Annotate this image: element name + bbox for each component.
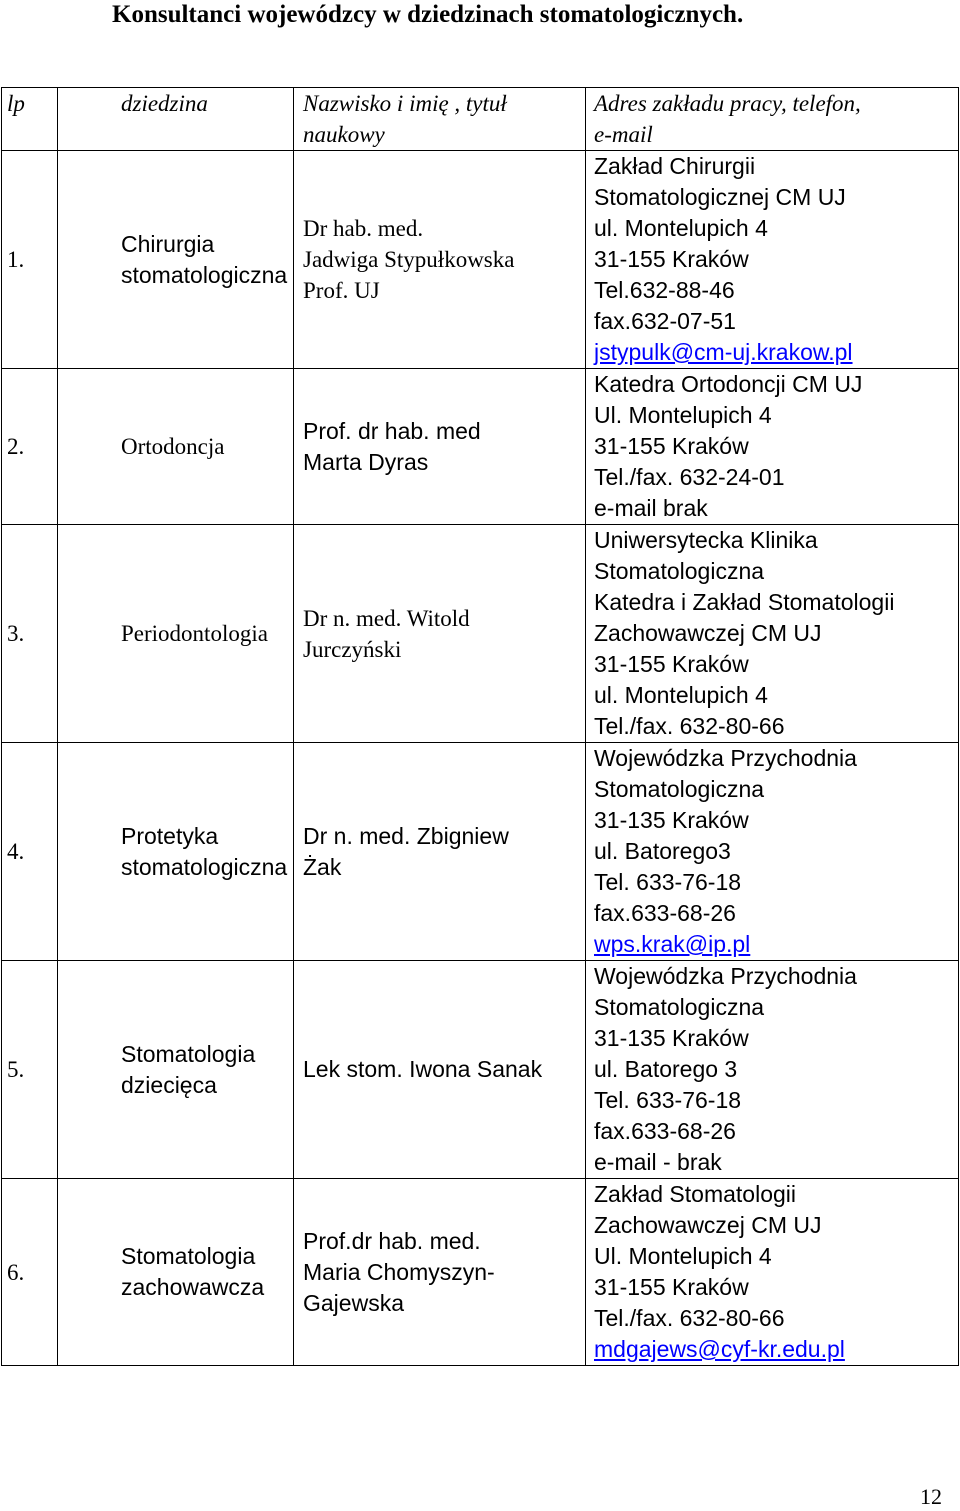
address-line: Tel./fax. 632-80-66	[594, 1305, 785, 1331]
address-line: e-mail brak	[594, 495, 708, 521]
domain-line: Chirurgia	[121, 230, 215, 257]
domain-cell	[58, 151, 294, 369]
table-row	[2, 151, 959, 369]
address-line: 31-155 Kraków	[594, 433, 749, 459]
address-line: Stomatologiczna	[594, 558, 765, 584]
name-line: Dr n. med. Witold	[303, 605, 470, 631]
row-number: 5.	[2, 961, 58, 1179]
address-line: ul. Montelupich 4	[594, 215, 768, 241]
header-address-line2: e-mail	[594, 122, 653, 147]
header-address-line1: Adres zakładu pracy, telefon,	[594, 91, 861, 116]
domain-line: Protetyka	[121, 822, 219, 849]
header-address	[586, 88, 959, 151]
address-line: fax.633-68-26	[594, 900, 736, 926]
address-line: Zachowawczej CM UJ	[594, 620, 822, 646]
name-line: Jurczyński	[303, 636, 402, 662]
name-cell	[294, 369, 586, 525]
address-line: fax.632-07-51	[594, 308, 736, 334]
address-cell	[586, 961, 959, 1179]
name-cell	[294, 961, 586, 1179]
address-line: ul. Batorego 3	[594, 1056, 738, 1082]
domain-line: Stomatologia	[121, 1243, 256, 1269]
address-cell	[586, 743, 959, 961]
address-line: Stomatologiczna	[594, 776, 765, 802]
address-line: Tel./fax. 632-80-66	[594, 713, 785, 739]
address-line: Zakład Chirurgii	[594, 153, 756, 179]
domain-line: dziecięca	[121, 1071, 217, 1098]
domain-line: zachowawcza	[121, 1274, 265, 1300]
address-line: Ul. Montelupich 4	[594, 402, 772, 428]
email-link[interactable]: mdgajews@cyf-kr.edu.pl	[594, 1336, 845, 1362]
domain-line: stomatologiczna	[121, 853, 288, 880]
domain-cell	[58, 525, 294, 743]
address-line: 31-155 Kraków	[594, 246, 749, 272]
page-title: Konsultanci wojewódzcy w dziedzinach stomatologicznych.	[112, 1, 744, 28]
email-link[interactable]: wps.krak@ip.pl	[594, 931, 751, 957]
address-cell	[586, 1179, 959, 1366]
address-line: e-mail - brak	[594, 1149, 722, 1175]
address-line: Zakład Stomatologii	[594, 1181, 796, 1207]
name-line: Prof. UJ	[303, 278, 380, 303]
name-line: Prof. dr hab. med	[303, 417, 481, 444]
domain-line: Periodontologia	[121, 621, 268, 646]
domain-line: Ortodoncja	[121, 434, 225, 459]
name-line: Gajewska	[303, 1289, 404, 1316]
table-row	[2, 961, 959, 1179]
row-number: 3.	[2, 525, 58, 743]
address-line: Zachowawczej CM UJ	[594, 1212, 822, 1238]
domain-cell	[58, 961, 294, 1179]
address-line: ul. Montelupich 4	[594, 682, 768, 708]
name-cell	[294, 151, 586, 369]
domain-cell	[58, 743, 294, 961]
name-cell	[294, 525, 586, 743]
address-line: Tel./fax. 632-24-01	[594, 464, 785, 490]
header-name-line1: Nazwisko i imię , tytuł	[303, 91, 507, 116]
domain-cell	[58, 1179, 294, 1366]
header-name-line2: naukowy	[303, 122, 385, 147]
name-line: Jadwiga Stypułkowska	[303, 247, 515, 272]
header-name	[294, 88, 586, 151]
name-line: Marta Dyras	[303, 448, 429, 475]
table-row	[2, 369, 959, 525]
address-cell	[586, 369, 959, 525]
row-number: 6.	[2, 1179, 58, 1366]
name-line: Żak	[303, 853, 342, 880]
name-line: Lek stom. Iwona Sanak	[303, 1056, 543, 1082]
name-line: Maria Chomyszyn-	[303, 1258, 495, 1285]
name-line: Dr n. med. Zbigniew	[303, 822, 509, 849]
table-row	[2, 743, 959, 961]
address-line: Wojewódzka Przychodnia	[594, 963, 857, 989]
name-cell	[294, 1179, 586, 1366]
address-line: Tel. 633-76-18	[594, 1087, 742, 1113]
address-line: Wojewódzka Przychodnia	[594, 745, 857, 771]
domain-line: stomatologiczna	[121, 261, 288, 288]
address-line: Ul. Montelupich 4	[594, 1243, 772, 1269]
table-row	[2, 525, 959, 743]
row-number: 2.	[2, 369, 58, 525]
row-number: 4.	[2, 743, 58, 961]
table-body	[2, 151, 959, 1366]
email-link[interactable]: jstypulk@cm-uj.krakow.pl	[594, 339, 853, 365]
consultants-table	[1, 87, 959, 1366]
address-line: 31-135 Kraków	[594, 807, 749, 833]
header-lp: lp	[2, 88, 58, 151]
address-line: Katedra i Zakład Stomatologii	[594, 589, 895, 615]
name-cell	[294, 743, 586, 961]
header-domain: dziedzina	[58, 88, 294, 151]
address-line: 31-135 Kraków	[594, 1025, 749, 1051]
address-line: Tel. 633-76-18	[594, 869, 742, 895]
address-line: Stomatologicznej CM UJ	[594, 184, 846, 210]
page-number: 12	[920, 1484, 942, 1509]
address-line: Uniwersytecka Klinika	[594, 527, 818, 553]
domain-cell	[58, 369, 294, 525]
address-cell	[586, 525, 959, 743]
table-header-row	[2, 88, 959, 151]
name-line: Dr hab. med.	[303, 216, 424, 241]
address-line: ul. Batorego3	[594, 838, 731, 864]
domain-line: Stomatologia	[121, 1040, 256, 1067]
address-line: 31-155 Kraków	[594, 1274, 749, 1300]
address-line: Stomatologiczna	[594, 994, 765, 1020]
table-row	[2, 1179, 959, 1366]
row-number: 1.	[2, 151, 58, 369]
name-line: Prof.dr hab. med.	[303, 1227, 481, 1254]
address-line: 31-155 Kraków	[594, 651, 749, 677]
address-cell	[586, 151, 959, 369]
address-line: fax.633-68-26	[594, 1118, 736, 1144]
address-line: Katedra Ortodoncji CM UJ	[594, 371, 863, 397]
address-line: Tel.632-88-46	[594, 277, 735, 303]
